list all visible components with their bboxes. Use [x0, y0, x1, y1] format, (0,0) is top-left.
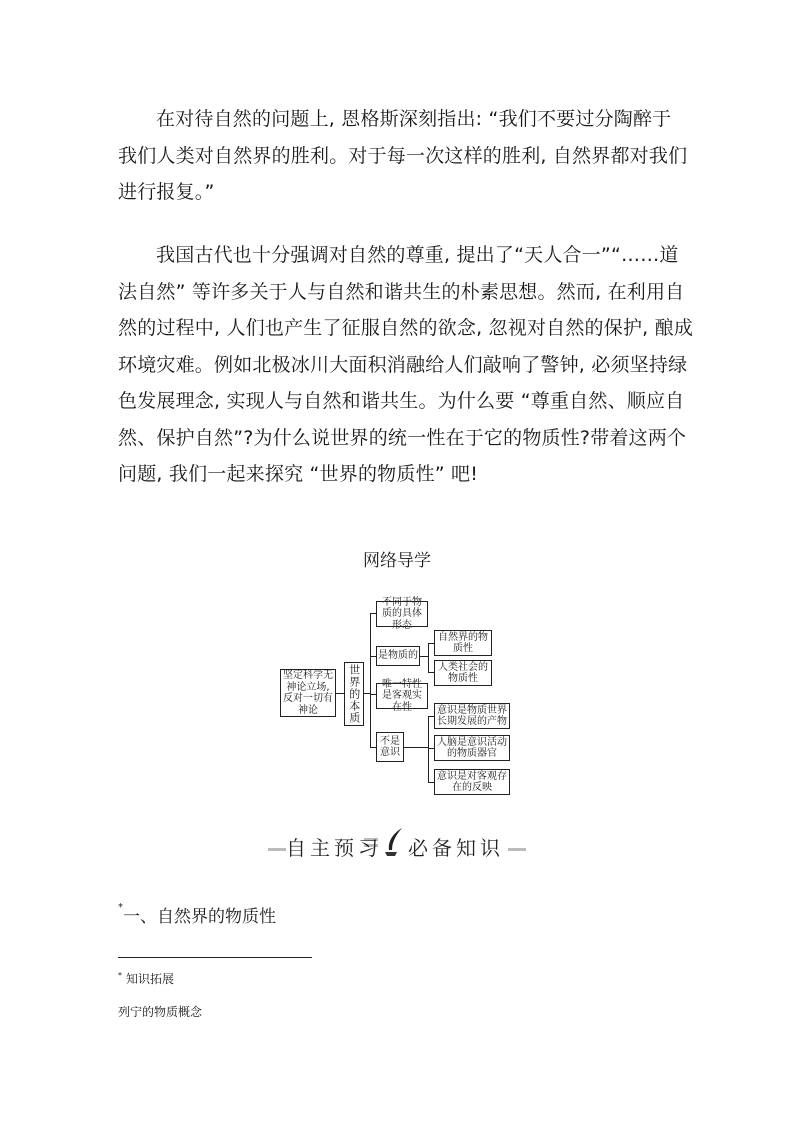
paragraph-line: 我国古代也十分强调对自然的尊重, 提出了“天人合一”“……道	[156, 244, 679, 266]
footnote-text: 知识拓展	[126, 972, 175, 986]
paragraph-ancient-thought	[118, 237, 694, 493]
mindmap-node-box: 不是意识	[376, 732, 404, 762]
paragraph-line: 然的过程中, 人们也产生了征服自然的欲念, 忽视对自然的保护, 酿成	[118, 317, 694, 339]
section-title: 一、自然界的物质性	[123, 907, 276, 927]
paragraph-line: 法自然” 等许多关于人与自然和谐共生的朴素思想。然而, 在利用自	[118, 280, 685, 303]
connector-line	[336, 693, 344, 694]
quill-pen-icon	[380, 826, 408, 858]
paragraph-line: 进行报复。”	[118, 181, 215, 203]
footnote-text: 列宁的物质概念	[118, 1005, 203, 1019]
banner-decoration	[508, 848, 526, 851]
mindmap-node-box: 是物质的	[376, 646, 420, 666]
banner-right-label: 必备知识	[408, 836, 504, 860]
mindmap-node-box: 人脑是意识活动的物质器官	[434, 735, 510, 761]
mindmap-node-box: 人类社会的物质性	[434, 660, 492, 686]
banner-left-label: 自主预习	[286, 836, 382, 860]
footnote-line	[118, 970, 174, 987]
mindmap-node-box: 意识是对客观存在的反映	[434, 769, 510, 795]
mindmap-center-box: 世界的本质	[344, 662, 364, 726]
paragraph-engels-quote	[118, 101, 688, 211]
connector-line	[404, 747, 428, 748]
paragraph-line: 问题, 我们一起来探究 “世界的物质性” 吧!	[118, 463, 479, 485]
footnote-marker: *	[118, 971, 122, 980]
paragraph-line: 色发展理念, 实现人与自然和谐共生。为什么要 “尊重自然、顺应自	[118, 390, 685, 412]
paragraph-line: 然、保护自然”?为什么说世界的统一性在于它的物质性?带着这两个	[118, 426, 687, 449]
connector-line	[428, 643, 429, 672]
connector-line	[428, 716, 429, 782]
paragraph-line: 在对待自然的问题上, 恩格斯深刻指出: “我们不要过分陶醉于	[156, 108, 672, 130]
paragraph-line: 我们人类对自然界的胜利。对于每一次这样的胜利, 自然界都对我们	[118, 144, 688, 167]
concept-mindmap	[280, 596, 520, 802]
mindmap-node-box: 意识是物质世界长期发展的产物	[434, 703, 510, 729]
mindmap-node-box: 唯一特性是客观实在性	[376, 683, 428, 709]
paragraph-line: 环境灾难。例如北极冰川大面积消融给人们敲响了警钟, 必须坚持绿	[118, 353, 688, 376]
mindmap-node-box: 自然界的物质性	[434, 630, 492, 656]
mindmap-root-box: 坚定科学无神论立场, 反对一切有神论	[280, 669, 336, 717]
connector-line	[420, 656, 428, 657]
footnote-marker: *	[118, 902, 123, 913]
section-banner	[268, 826, 526, 860]
footnote-divider	[118, 957, 312, 958]
banner-decoration	[268, 848, 286, 851]
mindmap-node-box: 不同于物质的具体形态	[376, 601, 428, 627]
connector-line	[370, 613, 371, 747]
mindmap-title: 网络导学	[363, 551, 431, 571]
section-heading	[118, 902, 276, 927]
